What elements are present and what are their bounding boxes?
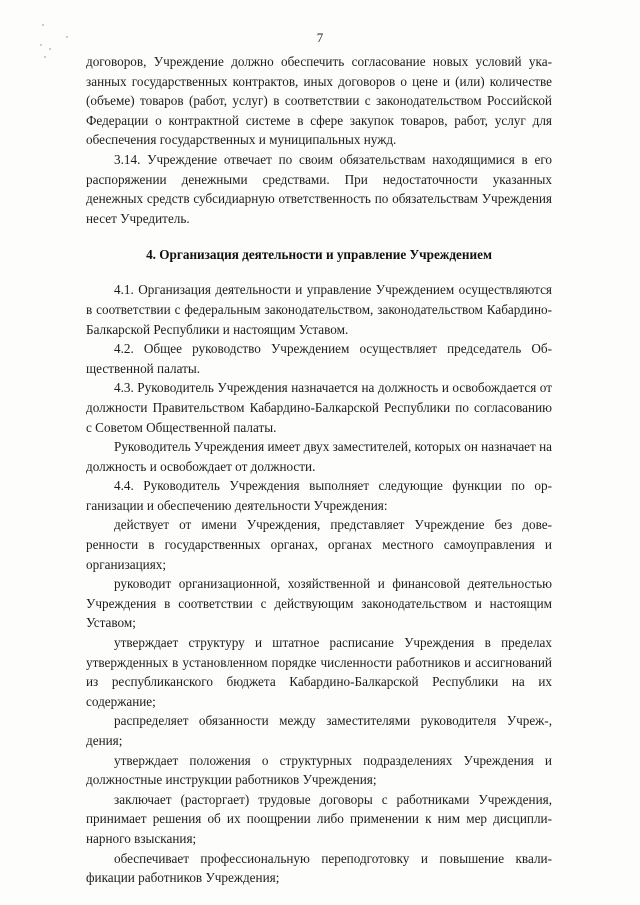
paragraph: 4.3. Руководитель Учреждения назначается на должность и освобождается от должности Правительством Кабардино-Балкарской Республики по согласованию с Советом Общественной палаты.: [86, 380, 552, 435]
paragraph: распределяет обязанности между заместителями руководителя Учреж-, дения;: [86, 713, 552, 748]
paragraph: 3.14. Учреждение отвечает по своим обязательствам находящимися в его распоряжении денежными средствами. При недостаточности указанных денежных средств субсидиарную ответственность по обязательствам Учреждения несет Учредитель.: [86, 151, 552, 226]
section-heading: 4. Организация деятельности и управление Учреждением: [146, 247, 492, 263]
scan-speck: [49, 48, 51, 50]
paragraph: руководит организационной, хозяйственной и финансовой деятельностью Учреждения в соответствии с действующим законодательством и настоящим Уставом;: [86, 576, 552, 631]
paragraph: заключает (расторгает) трудовые договоры с работниками Учреждения, принимает решения об их поощрении либо применении к ним мер дисциплинарного взыскания;: [86, 791, 552, 846]
paragraph: договоров, Учреждение должно обеспечить согласование новых условий указанных государственных контрактов, иных договоров о цене и (или) количестве (объеме) товаров (работ, услуг) в соответствии с законодательством Российской Федерации о контрактной системе в сфере закупок товаров, работ, услуг для обеспечения государственных и муниципальных нужд.: [86, 54, 552, 148]
paragraph: утверждает структуру и штатное расписание Учреждения в пределах утвержденных в установленном порядке численности работников и ассигнований из республиканского бюджета Кабардино-Балкарской Республики на их содержание;: [86, 635, 552, 709]
paragraph: утверждает положения о структурных подразделениях Учреждения и должностные инструкции работников Учреждения;: [86, 752, 552, 788]
paragraph: 4.1. Организация деятельности и управление Учреждением осуществляются в соответствии с федеральным законодательством, законодательством Кабардино-Балкарской Республики и настоящим Уставом.: [86, 282, 552, 337]
paragraph: действует от имени Учреждения, представляет Учреждение без доверенности в государственных органах, органах местного самоуправления и организациях;: [86, 517, 552, 572]
paragraph: обеспечивает профессиональную переподготовку и повышение квалификации работников Учреждения;: [86, 850, 552, 886]
scan-speck: [44, 56, 46, 58]
page-number: 7: [316, 30, 324, 45]
scan-speck: [42, 24, 44, 26]
paragraph: 4.4. Руководитель Учреждения выполняет следующие функции по организации и обеспечению деятельности Учреждения:: [86, 478, 552, 513]
document-body: [86, 52, 552, 888]
paragraph: Руководитель Учреждения имеет двух заместителей, которых он назначает на должность и освобождает от должности.: [86, 439, 552, 474]
paragraph: 4.2. Общее руководство Учреждением осуществляет председатель Общественной палаты.: [86, 341, 552, 376]
